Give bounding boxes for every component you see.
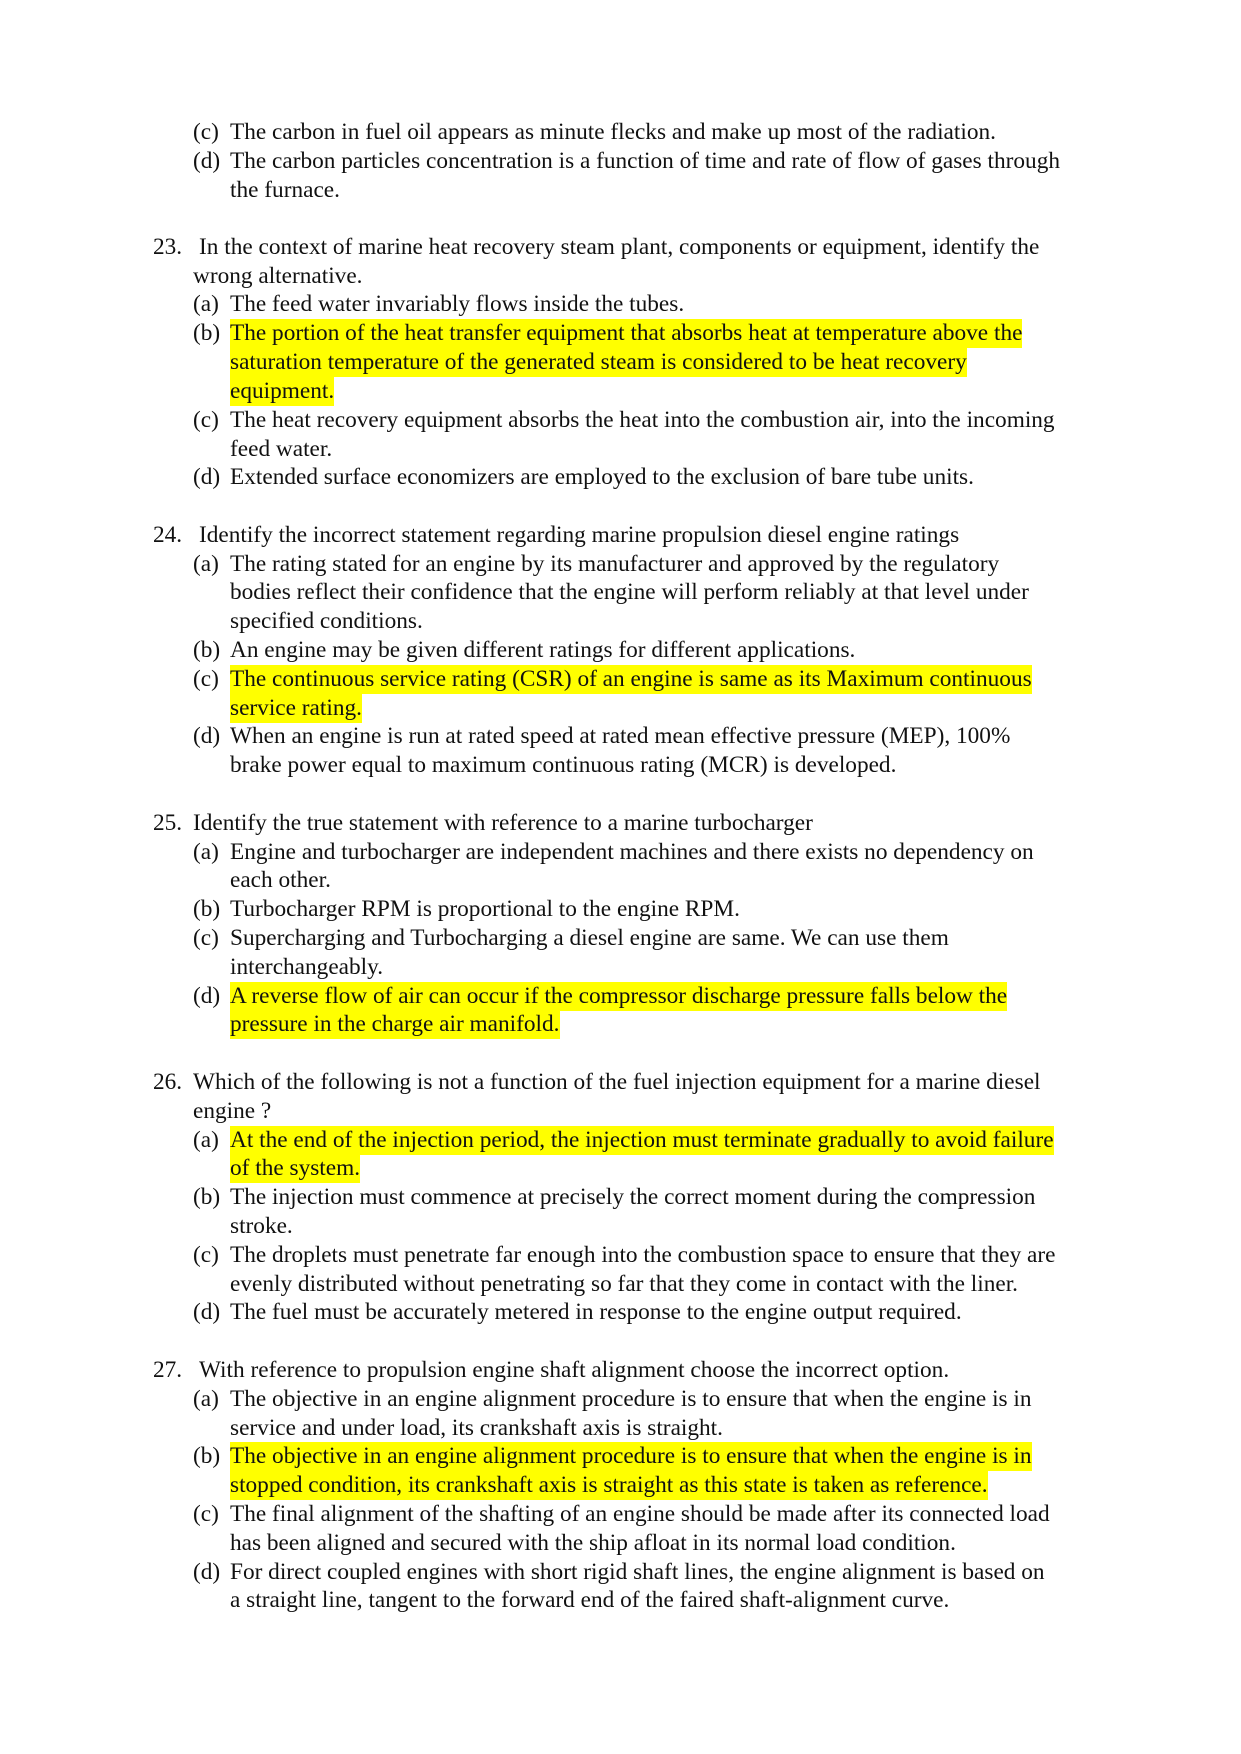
- option-label: (a): [193, 291, 219, 317]
- option-label: (a): [193, 839, 219, 865]
- option-text-line: The droplets must penetrate far enough into the combustion space to ensure that they are: [230, 1242, 1056, 1268]
- option-text-line: service and under load, its crankshaft axis is straight.: [230, 1415, 723, 1441]
- question-number: 27.: [153, 1357, 183, 1383]
- option-text-line: evenly distributed without penetrating so far that they come in contact with the liner.: [230, 1271, 1018, 1297]
- answer-highlight: of the system.: [230, 1155, 361, 1181]
- option-label: (d): [193, 464, 221, 490]
- answer-highlight: At the end of the injection period, the injection must terminate gradually to avoid failure: [230, 1127, 1054, 1153]
- highlighted-answer-line: [230, 694, 362, 722]
- option-label: (b): [193, 637, 221, 663]
- question-stem-line: In the context of marine heat recovery steam plant, components or equipment, identify the: [199, 234, 1040, 260]
- question-stem-line: With reference to propulsion engine shaft alignment choose the incorrect option.: [199, 1357, 950, 1383]
- option-text-line: the furnace.: [230, 177, 340, 203]
- answer-highlight: stopped condition, its crankshaft axis is straight as this state is taken as reference.: [230, 1472, 988, 1498]
- option-label: (a): [193, 1127, 219, 1153]
- option-text-line: brake power equal to maximum continuous rating (MCR) is developed.: [230, 752, 897, 778]
- highlighted-answer-line: [230, 1126, 1054, 1154]
- question-stem-line: Which of the following is not a function of the fuel injection equipment for a marine diesel: [193, 1069, 1041, 1095]
- option-text-line: feed water.: [230, 436, 333, 462]
- option-text-line: has been aligned and secured with the ship afloat in its normal load condition.: [230, 1530, 956, 1556]
- option-text-line: each other.: [230, 867, 331, 893]
- option-label: (c): [193, 666, 219, 692]
- option-label: (b): [193, 1443, 221, 1469]
- option-label: (d): [193, 148, 221, 174]
- question-stem-line: Identify the incorrect statement regarding marine propulsion diesel engine ratings: [199, 522, 960, 548]
- option-label: (c): [193, 407, 219, 433]
- option-label: (c): [193, 1242, 219, 1268]
- option-label: (d): [193, 1299, 221, 1325]
- question-stem-line: Identify the true statement with reference to a marine turbocharger: [193, 810, 813, 836]
- highlighted-answer-line: [230, 348, 967, 376]
- option-text-line: bodies reflect their confidence that the engine will perform reliably at that level under: [230, 579, 1029, 605]
- answer-highlight: The objective in an engine alignment procedure is to ensure that when the engine is in: [230, 1443, 1032, 1469]
- option-text-line: The rating stated for an engine by its manufacturer and approved by the regulatory: [230, 551, 1000, 577]
- highlighted-answer-line: [230, 1442, 1032, 1470]
- option-text-line: interchangeably.: [230, 954, 384, 980]
- answer-highlight: service rating.: [230, 695, 362, 721]
- question-stem-line: wrong alternative.: [193, 263, 363, 289]
- option-label: (d): [193, 983, 221, 1009]
- option-text-line: The feed water invariably flows inside the tubes.: [230, 291, 685, 317]
- highlighted-answer-line: [230, 1010, 560, 1038]
- answer-highlight: pressure in the charge air manifold.: [230, 1011, 560, 1037]
- option-text-line: Turbocharger RPM is proportional to the engine RPM.: [230, 896, 740, 922]
- question-number: 23.: [153, 234, 183, 260]
- option-label: (a): [193, 551, 219, 577]
- highlighted-answer-line: [230, 665, 1032, 693]
- option-text-line: When an engine is run at rated speed at rated mean effective pressure (MEP), 100%: [230, 723, 1011, 749]
- answer-highlight: The continuous service rating (CSR) of an engine is same as its Maximum continuous: [230, 666, 1032, 692]
- answer-highlight: The portion of the heat transfer equipment that absorbs heat at temperature above the: [230, 320, 1023, 346]
- option-label: (d): [193, 723, 221, 749]
- answer-highlight: A reverse flow of air can occur if the compressor discharge pressure falls below the: [230, 983, 1008, 1009]
- highlighted-answer-line: [230, 982, 1007, 1010]
- option-text-line: specified conditions.: [230, 608, 423, 634]
- option-label: (c): [193, 1501, 219, 1527]
- option-text-line: For direct coupled engines with short rigid shaft lines, the engine alignment is based on: [230, 1559, 1045, 1585]
- option-label: (b): [193, 1184, 221, 1210]
- question-stem-line: engine ?: [193, 1098, 272, 1124]
- answer-highlight: saturation temperature of the generated steam is considered to be heat recovery: [230, 349, 967, 375]
- option-label: (b): [193, 320, 221, 346]
- option-text-line: The carbon particles concentration is a function of time and rate of flow of gases through: [230, 148, 1060, 174]
- option-text-line: stroke.: [230, 1213, 293, 1239]
- option-text-line: a straight line, tangent to the forward end of the faired shaft-alignment curve.: [230, 1587, 950, 1613]
- option-text-line: Extended surface economizers are employed to the exclusion of bare tube units.: [230, 464, 974, 490]
- option-text-line: The carbon in fuel oil appears as minute flecks and make up most of the radiation.: [230, 119, 996, 145]
- highlighted-answer-line: [230, 377, 334, 405]
- question-number: 24.: [153, 522, 183, 548]
- option-text-line: An engine may be given different ratings for different applications.: [230, 637, 856, 663]
- option-text-line: The final alignment of the shafting of an engine should be made after its connected load: [230, 1501, 1050, 1527]
- option-label: (b): [193, 896, 221, 922]
- option-label: (a): [193, 1386, 219, 1412]
- option-label: (c): [193, 119, 219, 145]
- option-text-line: The heat recovery equipment absorbs the heat into the combustion air, into the incoming: [230, 407, 1055, 433]
- highlighted-answer-line: [230, 1471, 988, 1499]
- option-text-line: The injection must commence at precisely the correct moment during the compression: [230, 1184, 1036, 1210]
- option-text-line: The fuel must be accurately metered in response to the engine output required.: [230, 1299, 962, 1325]
- question-number: 25.: [153, 810, 183, 836]
- answer-highlight: equipment.: [230, 378, 335, 404]
- highlighted-answer-line: [230, 319, 1022, 347]
- option-text-line: Engine and turbocharger are independent machines and there exists no dependency on: [230, 839, 1034, 865]
- option-text-line: Supercharging and Turbocharging a diesel engine are same. We can use them: [230, 925, 949, 951]
- option-label: (d): [193, 1559, 221, 1585]
- question-number: 26.: [153, 1069, 183, 1095]
- option-text-line: The objective in an engine alignment procedure is to ensure that when the engine is in: [230, 1386, 1032, 1412]
- highlighted-answer-line: [230, 1154, 360, 1182]
- option-label: (c): [193, 925, 219, 951]
